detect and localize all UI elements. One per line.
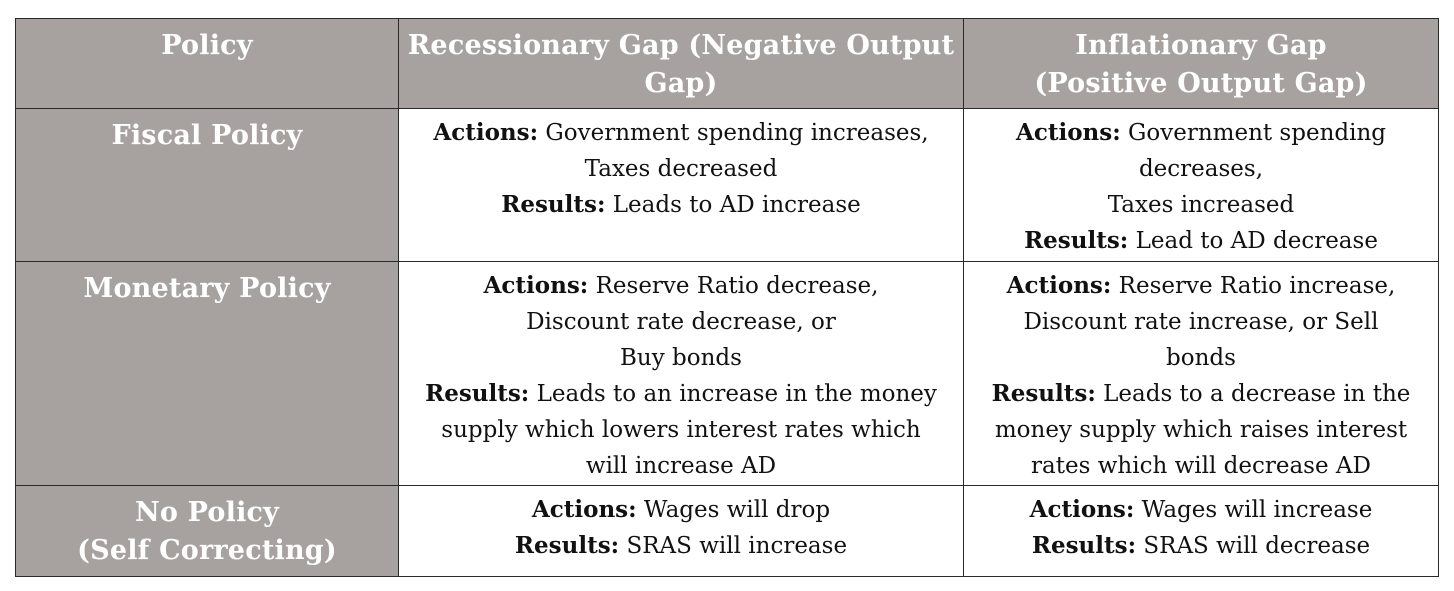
policy-comparison-table — [15, 18, 1439, 577]
actions-text: Wages will drop — [636, 497, 831, 523]
cell-line — [968, 492, 1434, 528]
actions-text: Taxes increased — [1107, 192, 1295, 218]
cell-line — [968, 268, 1434, 304]
actions-key: Actions: — [483, 272, 589, 299]
header-recessionary-gap — [399, 19, 964, 109]
actions-text: Discount rate decrease, or — [526, 309, 836, 335]
header-inflationary-line2: (Positive Output Gap) — [1034, 68, 1368, 99]
row-label-monetary-text: Monetary Policy — [83, 273, 331, 304]
actions-key: Actions: — [1006, 272, 1112, 299]
table-row-monetary — [16, 262, 1439, 486]
header-recessionary-line1: Recessionary Gap (Negative Output — [407, 30, 955, 61]
results-text: Leads to AD increase — [605, 192, 861, 218]
results-text: Leads to an increase in the money — [529, 381, 937, 407]
header-inflationary-line1: Inflationary Gap — [1075, 30, 1327, 61]
results-key: Results: — [425, 380, 530, 407]
actions-text: Government spending — [1120, 120, 1387, 146]
table-row-no-policy — [16, 486, 1439, 577]
cell-monetary-recessionary — [399, 262, 964, 486]
cell-line — [968, 223, 1434, 259]
actions-key: Actions: — [1029, 496, 1135, 523]
actions-key: Actions: — [433, 119, 539, 146]
cell-line — [403, 492, 959, 528]
results-key: Results: — [991, 380, 1096, 407]
row-label-monetary — [16, 262, 399, 486]
actions-text: Reserve Ratio decrease, — [588, 273, 879, 299]
results-text: SRAS will decrease — [1136, 533, 1371, 559]
actions-key: Actions: — [1015, 119, 1121, 146]
row-label-fiscal-text: Fiscal Policy — [111, 120, 303, 151]
cell-no-policy-recessionary — [399, 486, 964, 577]
row-label-no-policy-line2: (Self Correcting) — [77, 535, 337, 566]
actions-key: Actions: — [531, 496, 637, 523]
row-label-no-policy — [16, 486, 399, 577]
actions-text: Government spending increases, — [538, 120, 929, 146]
header-policy — [16, 19, 399, 109]
header-policy-label: Policy — [161, 30, 253, 61]
results-text: will increase AD — [585, 453, 777, 479]
row-label-fiscal — [16, 109, 399, 262]
results-key: Results: — [1031, 532, 1137, 559]
cell-line — [968, 376, 1434, 412]
cell-no-policy-inflationary — [964, 486, 1439, 577]
cell-fiscal-inflationary — [964, 109, 1439, 262]
actions-text: bonds — [1166, 345, 1236, 371]
actions-text: Buy bonds — [620, 345, 742, 371]
actions-text: Reserve Ratio increase, — [1111, 273, 1396, 299]
results-text: rates which will decrease AD — [1031, 453, 1371, 479]
cell-line — [403, 268, 959, 304]
cell-monetary-inflationary — [964, 262, 1439, 486]
cell-line — [968, 528, 1434, 564]
cell-line — [403, 187, 959, 223]
results-text: supply which lowers interest rates which — [441, 417, 921, 443]
cell-line — [968, 115, 1434, 151]
cell-line — [403, 528, 959, 564]
table-row-fiscal — [16, 109, 1439, 262]
actions-text: Taxes decreased — [584, 156, 778, 182]
results-key: Results: — [501, 191, 606, 218]
row-label-no-policy-line1: No Policy — [134, 497, 280, 528]
results-text: Leads to a decrease in the — [1095, 381, 1411, 407]
results-text: money supply which raises interest — [994, 417, 1408, 443]
cell-line — [403, 376, 959, 412]
cell-fiscal-recessionary — [399, 109, 964, 262]
results-key: Results: — [514, 532, 620, 559]
actions-text: decreases, — [1138, 156, 1264, 182]
results-text: SRAS will increase — [619, 533, 848, 559]
results-key: Results: — [1024, 227, 1129, 254]
header-recessionary-line2: Gap) — [644, 68, 718, 99]
actions-text: Wages will increase — [1134, 497, 1373, 523]
header-row — [16, 19, 1439, 109]
results-text: Lead to AD decrease — [1128, 228, 1378, 254]
actions-text: Discount rate increase, or Sell — [1023, 309, 1379, 335]
header-inflationary-gap — [964, 19, 1439, 109]
cell-line — [403, 115, 959, 151]
